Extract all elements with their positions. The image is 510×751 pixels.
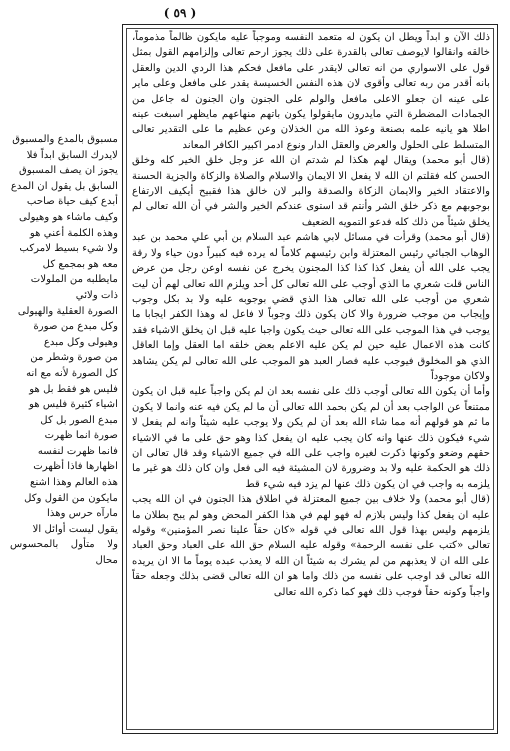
margin-note-line: ولا متأول بالمحسوس محال [10,539,118,567]
margin-note-line: وكل مبدع من صورة [33,321,118,333]
margin-note-line: وهذه الكلمة أعني هو [29,227,118,239]
main-paragraph: (قال أبو محمد) وقرأت في مسائل لابي هاشم عبد السلام بن أبي علي محمد بن عبد الوهاب الجبائي رئيس المعتزلة وابن رئيسهم كلاماً له يرده فيه كبيراً دون حياء ولا رقة يجب على الله أن يفعل كذا كذا كذا المجنون يخرج عن نفسه اوعن رجل من عرض الناس قلت شعري ما الذي أوجب على الله تعالى كل أحد ويلزم الله تعالى لهم أن ليت شعري من أوجب على الله تعالى هذا الذي قضي بوجوبه عليه ولا بد بكل وجوب وإيجاب من موجب ضرورة والا كان يكون ذلك وجوباً لا فاعل له وهذا الكفر ايجابا ما يوجب في هذا الموجب على الله تعالى حيث يكون واجبا عليه قبل ان يخلق الاشياء فقد كانت هذه الاعمال عليه حين لم يكن عليه الاعلم بعض خلقه اما العقل وإما العاقل الذي هو المخلوق فيوجب عليه فصار العبد هو الموجب على الله تعالى لم يكن يشاهد ولاكان موجوداً [132,232,490,382]
margin-note-line: هذه العالم وهذا اشنع [30,477,118,489]
page-number: ( ٥٩ ) [163,6,197,20]
margin-note-line: كل الصورة لأنه مع انه [26,367,118,379]
margin-note-line: من صورة وشطر من [30,352,118,364]
margin-note-line: ولا شيء بسيط لامركب [19,243,118,255]
margin-note-line: وكيف ماشاء هو وهيولى [19,211,118,223]
margin-note-line: أبدع كيف حياة صاحب [26,196,118,208]
main-paragraph: ذلك الآن و ابداً ويطل ان يكون له متعمد النفسه وموجباً عليه مايكون ظالماً مذموماً، خالقه وانقالوا لايوصف تعالى بالقدرة على ذلك يجوز ارحم تعالى وإلزامهم القول بمثل قول على الاسواري من انه تعالى لايقدر على مافعل فحكم هذا الردي الدين والعقل بانه أقدر من ربه تعالى وأقوى لان هذه النفس الخسيسة يقدر على مافعل وعلى ماير على عينه ان جعلو الاعلى مافعل والولم على الجنون وان الجنون له جاعل من الجمادات المضطرة التي مايدرون مايقولوا يكون باتهم منهاعهم مايظهر اسبغت عينه اطلا هو يانيه علمه بصنعة وعوذ الله من الخذلان وعن عظيم ما على التقدير تعالى المتسلط على الحلول والعرض والعقل الدار ونوع ادمر اكبير الكافر المعاند [132,32,490,151]
margin-note-line: مبدع الصور بل كل [40,414,118,426]
margin-note-line: يجوز ان يصف المسبوق [19,165,118,177]
main-paragraph: (قال أبو محمد) ويقال لهم هكذا لم شدتم ان الله عز وجل خلق الخير كله وخلق الحسن كله فقلتم ان الله لا يفعل الا الايمان والاسلام والصلاة والزكاة والجزية الحسنة والاعتقاد الخير والايمان الزكاة والصدقة والبر لان خالق هذا فقبيح أيكيف الارتفاع بوجوبهم مع ذكر خلق الشر وأنتم قد استوى عندكم الخير والشر في أن الله تعالى لم يخلق شيئاً من ذلك كله فدعو التمويه الضعيف [132,155,490,228]
margin-note-line: فليس هو فقط بل هو [29,383,118,395]
margin-note-line: فانما ظهرت لنفسه [37,445,118,457]
main-paragraph: وأما أن يكون الله تعالى أوجب ذلك على نفسه بعد ان لم يكن واجباً عليه قبل ان يكون ممتنعاً عن الواجب بعد أن لم يكن بحمد الله تعالى أن ما لم يكن فيه عنه وانما لا يكون ما ثم هو قولهم أنه مما شاء الله بعد أن لم يكن ولا يوجب عليه شيئاً وانه لم يفعل لا شيء فيكون ذلك عنها وانه كان يجب عليه ان يفعل كذا وهو حق على ما في الاشياء حقهم وضعو وكونها ذكرت لغيره واجب على الله في جميع الاشياء وقد قال تعالى ان ذلك هو الحكمة عليه ولا بد وضرورة لان المشيئة فيه الى فعل وان كان ذلك هو غير ما يلزمه به واجب في ان يكون ذلك عنها لم يزد فيه شيء قط [132,386,490,490]
margin-note-line: الصورة العقلية والهيولى [17,305,118,317]
margin-note-line: معه هو بمجمع كل [42,258,118,270]
main-text [132,30,490,724]
margin-note-line: يقول ليست أوائل الا [32,523,118,535]
margin-note-line: لايدرك السابق ابداً فلا [26,149,118,161]
margin-note-line: مايكون من القول وكل [24,492,118,504]
margin-note-line: ذات ولائي [75,289,118,301]
margin-note-line: صورة انما ظهرت [44,430,118,442]
main-paragraph: (قال أبو محمد) ولا خلاف بين جميع المعتزلة في اطلاق هذا الجنون في ان الله يجب عليه ان يفعل كذا وليس بلازم له فهو لهم في هذا الكفر المحض وهو لم يبح بطلان ما يلزمهم وليس بهذا قول الله تعالى في قوله «كان حقاً علينا نصر المؤمنين» وقوله تعالى «كتب على نفسه الرحمة» وقوله عليه السلام حق الله على العباد وحق العباد على الله ان لا يعذبهم من لم يشرك به شيئاً ان الله لا يعذب عبده يوماً ما الا ان يريده الله تعالى قد اوجب على نفسه من ذلك واما هو ان الله تعالى قضى بذلك وجعله حقاً واجباً وكونه حقاً فوجب ذلك فهو كما ذكره الله تعالى [132,494,490,598]
margin-note-line: مايطلبه من الملولات [30,274,118,286]
margin-note-line: اشياء كثيرة فليس هو [29,399,118,411]
margin-note-line: مسبوق بالمدع والمسبوق [12,134,118,145]
margin-note-line: اظهارها فاذا أظهرت [33,461,118,473]
margin-note-line: مارآه حرس وهذا [47,508,118,520]
margin-note [10,132,118,569]
margin-note-line: وهيولى وكل مبدع [43,336,118,348]
margin-note-line: السابق بل يقول ان المدع [10,180,118,192]
